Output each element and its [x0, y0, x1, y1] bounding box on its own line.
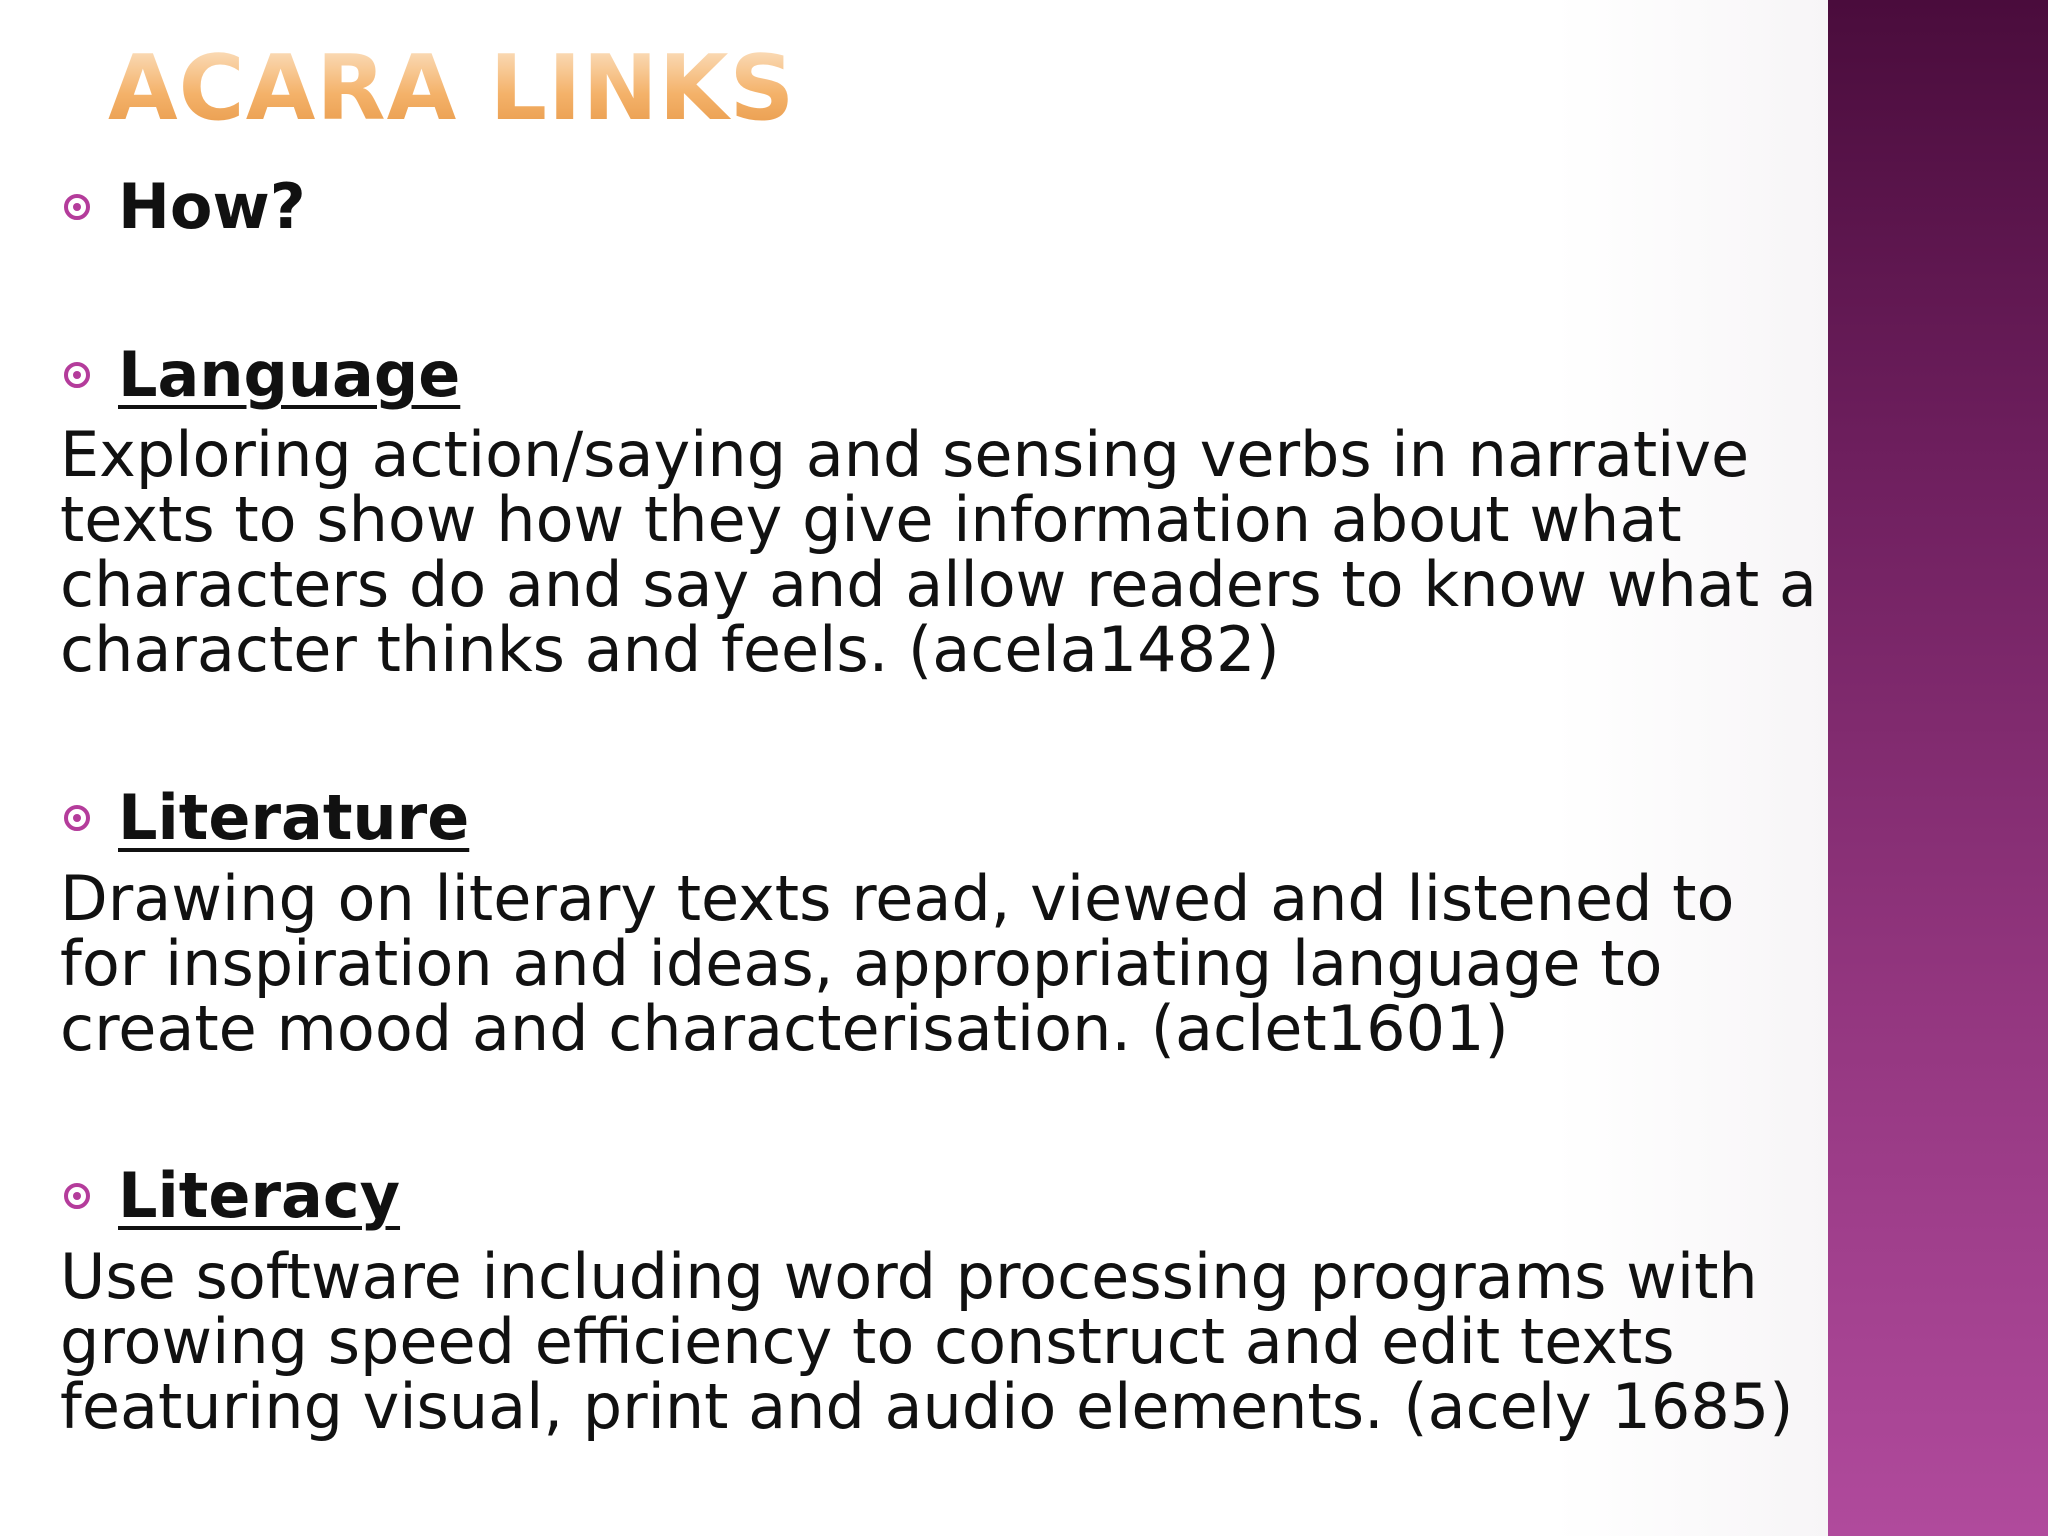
bullet-literacy — [64, 1159, 401, 1232]
bullet-literature — [64, 781, 470, 854]
bullet-language — [64, 338, 461, 411]
decorative-sidebar — [1828, 0, 2048, 1536]
heading-how: How? — [118, 170, 306, 243]
heading-literacy: Literacy — [118, 1159, 401, 1232]
paragraph-literature: Drawing on literary texts read, viewed and listened to for inspiration and ideas, appropriating language to create mood and characterisation. (aclet1601) — [60, 862, 1735, 1065]
heading-literature: Literature — [118, 781, 470, 854]
bullet-how — [64, 170, 306, 243]
slide-title: ACARA LINKS — [108, 36, 796, 141]
heading-language: Language — [118, 338, 461, 411]
bullet-circle-icon — [64, 194, 90, 220]
bullet-circle-icon — [64, 362, 90, 388]
paragraph-language: Exploring action/saying and sensing verbs in narrative texts to show how they give information about what characters do and say and allow readers to know what a character thinks and feels. (acela1482) — [60, 418, 1817, 686]
bullet-circle-icon — [64, 805, 90, 831]
bullet-circle-icon — [64, 1183, 90, 1209]
paragraph-literacy: Use software including word processing programs with growing speed efficiency to construct and edit texts featuring visual, print and audio elements. (acely 1685) — [60, 1240, 1794, 1443]
